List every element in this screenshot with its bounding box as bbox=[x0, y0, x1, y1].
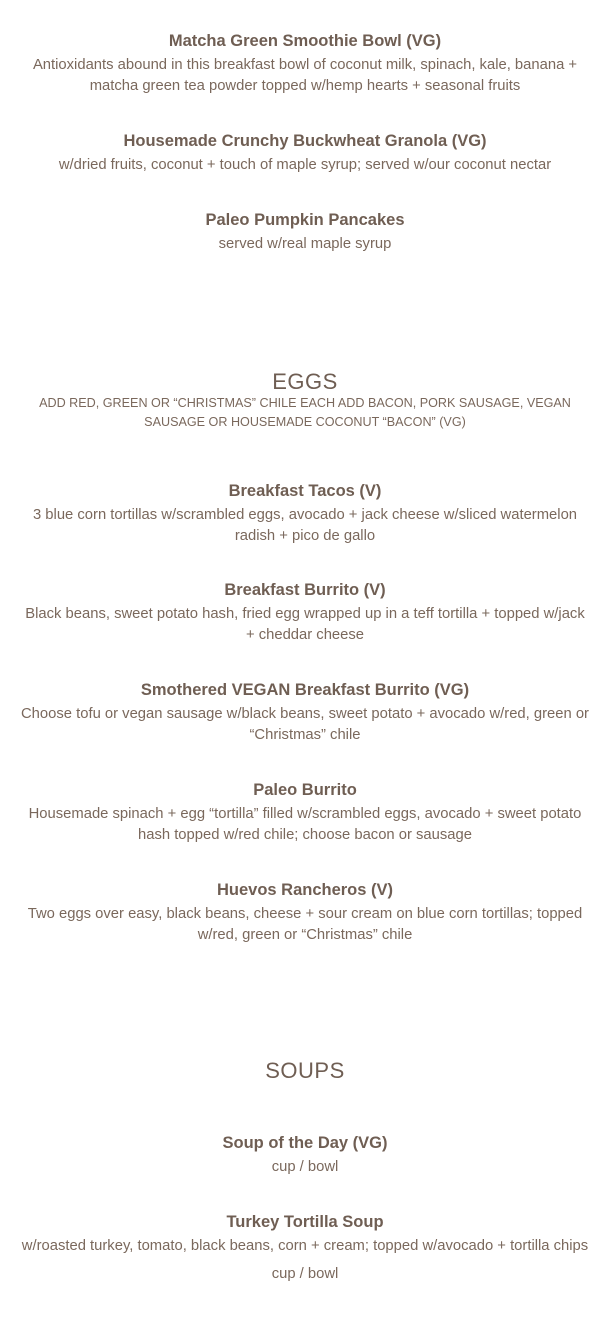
menu-item bbox=[20, 209, 590, 255]
menu-item-name: Matcha Green Smoothie Bowl (VG) bbox=[168, 32, 442, 50]
menu-item-name: Smothered VEGAN Breakfast Burrito (VG) bbox=[140, 681, 470, 699]
menu-item-description: Two eggs over easy, black beans, cheese + sour cream on blue corn tortillas; topped w/red, green or “Christmas” chile bbox=[27, 906, 583, 943]
menu-item-description: Housemade spinach + egg “tortilla” filled w/scrambled eggs, avocado + sweet potato hash topped w/red chile; choose bacon or sausage bbox=[28, 806, 582, 843]
menu-item-sizes: cup / bowl bbox=[271, 1265, 339, 1282]
menu-item bbox=[20, 879, 590, 945]
menu-item-name: Paleo Pumpkin Pancakes bbox=[205, 211, 405, 229]
section-title-eggs: EGGS bbox=[272, 369, 338, 394]
menu-item-description: 3 blue corn tortillas w/scrambled eggs, avocado + jack cheese w/sliced watermelon radish + pico de gallo bbox=[32, 507, 578, 544]
menu-item bbox=[20, 480, 590, 546]
menu-item-name: Turkey Tortilla Soup bbox=[226, 1213, 384, 1231]
menu-item-description: Choose tofu or vegan sausage w/black beans, sweet potato + avocado w/red, green or “Christmas” chile bbox=[21, 706, 589, 743]
menu-item-description: cup / bowl bbox=[271, 1159, 339, 1175]
menu-item-description: Antioxidants abound in this breakfast bowl of coconut milk, spinach, kale, banana + matcha green tea powder topped w/hemp hearts + seasonal fruits bbox=[32, 57, 578, 94]
menu-item bbox=[20, 1132, 590, 1178]
menu-item-name: Breakfast Burrito (V) bbox=[224, 581, 386, 599]
menu-item bbox=[20, 1211, 590, 1284]
menu-item-name: Paleo Burrito bbox=[253, 781, 357, 799]
menu-item-name: Soup of the Day (VG) bbox=[222, 1134, 388, 1152]
section-note-eggs: ADD RED, GREEN OR “CHRISTMAS” CHILE EACH ADD BACON, PORK SAUSAGE, VEGAN SAUSAGE OR HOUSEMADE COCONUT “BACON” (VG) bbox=[39, 396, 571, 429]
menu-item bbox=[20, 130, 590, 176]
menu-item bbox=[20, 679, 590, 745]
section-title-soups: SOUPS bbox=[265, 1058, 345, 1083]
menu-item-name: Huevos Rancheros (V) bbox=[216, 881, 394, 899]
menu-item-description: w/roasted turkey, tomato, black beans, corn + cream; topped w/avocado + tortilla chips bbox=[21, 1238, 589, 1254]
menu-item bbox=[20, 779, 590, 845]
menu-item-description: Black beans, sweet potato hash, fried egg wrapped up in a teff tortilla + topped w/jack + cheddar cheese bbox=[25, 606, 585, 643]
menu-item-description: w/dried fruits, coconut + touch of maple syrup; served w/our coconut nectar bbox=[58, 157, 552, 173]
menu-item bbox=[20, 579, 590, 645]
menu-item bbox=[20, 30, 590, 96]
menu-item-name: Breakfast Tacos (V) bbox=[228, 482, 382, 500]
menu-item-description: served w/real maple syrup bbox=[218, 236, 392, 252]
menu-item-name: Housemade Crunchy Buckwheat Granola (VG) bbox=[123, 132, 487, 150]
